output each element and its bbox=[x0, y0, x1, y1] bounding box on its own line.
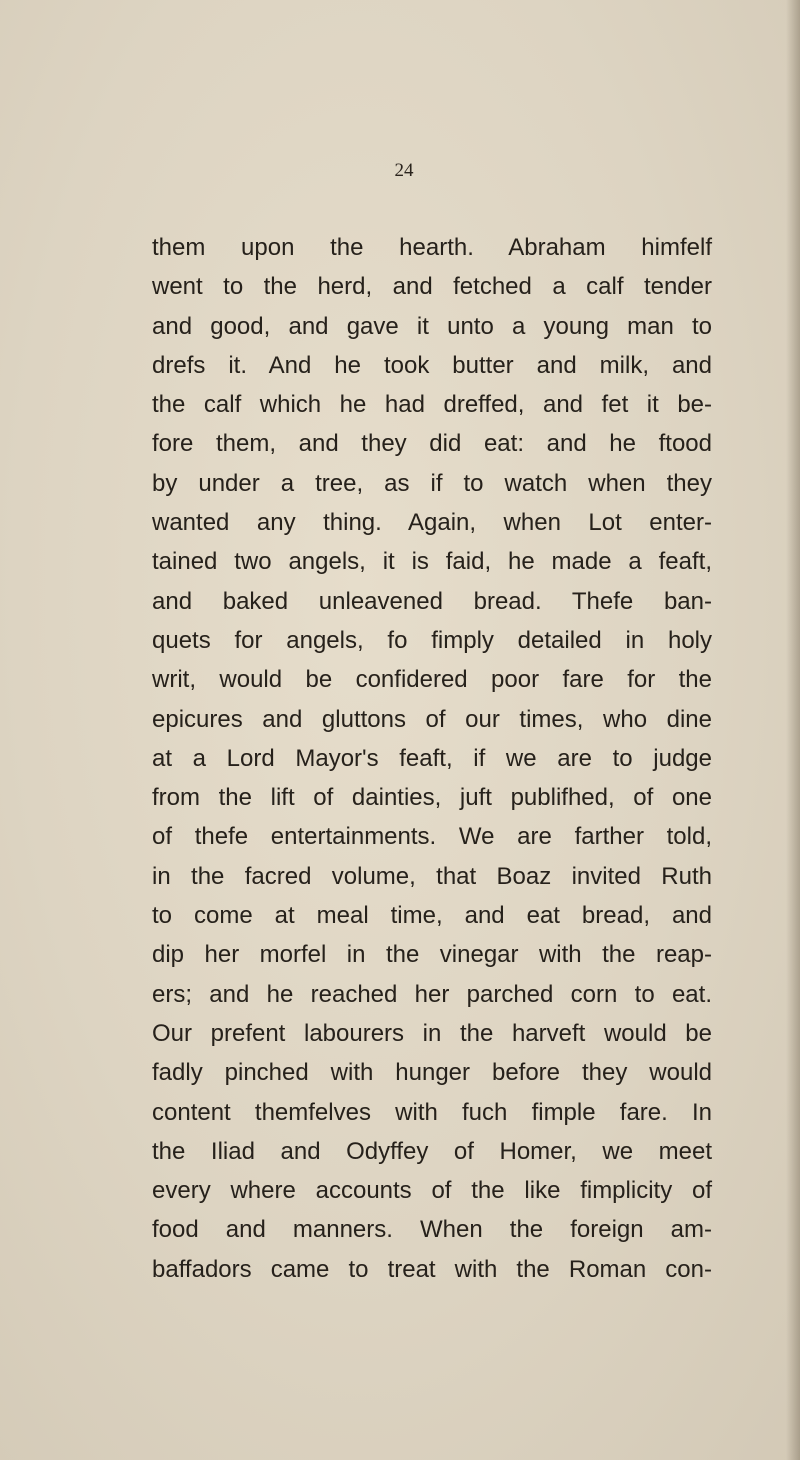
text-line: and baked unleavened bread. Thefe ban- bbox=[152, 587, 712, 615]
text-line: went to the herd, and fetched a calf tender bbox=[152, 273, 712, 301]
text-line: Our prefent labourers in the harveft would be bbox=[152, 1019, 712, 1047]
text-line: fore them, and they did eat: and he ftood bbox=[152, 430, 712, 458]
text-line: fadly pinched with hunger before they would bbox=[152, 1059, 712, 1087]
text-line: them upon the hearth. Abraham himfelf bbox=[152, 234, 712, 261]
text-line: at a Lord Mayor's feaft, if we are to judge bbox=[152, 744, 712, 772]
text-line: to come at meal time, and eat bread, and bbox=[152, 902, 712, 930]
text-line: wanted any thing. Again, when Lot enter- bbox=[152, 509, 712, 537]
text-line: every where accounts of the like fimplicity of bbox=[152, 1177, 712, 1205]
text-line: food and manners. When the foreign am- bbox=[152, 1216, 712, 1244]
page-edge-shadow bbox=[786, 0, 800, 1460]
text-line: the calf which he had dreffed, and fet it be- bbox=[152, 391, 712, 419]
text-line: from the lift of dainties, juft publifhed, of one bbox=[152, 784, 712, 812]
text-line: content themfelves with fuch fimple fare. In bbox=[152, 1098, 712, 1126]
body-text bbox=[152, 228, 712, 1289]
text-line: baffadors came to treat with the Roman con- bbox=[152, 1255, 712, 1283]
text-line: in the facred volume, that Boaz invited Ruth bbox=[152, 862, 712, 890]
text-line: dip her morfel in the vinegar with the reap- bbox=[152, 941, 712, 969]
text-line: of thefe entertainments. We are farther told, bbox=[152, 823, 712, 851]
page-number: 24 bbox=[394, 160, 414, 181]
text-line: and good, and gave it unto a young man to bbox=[152, 312, 712, 340]
text-line: the Iliad and Odyffey of Homer, we meet bbox=[152, 1137, 712, 1165]
text-line: tained two angels, it is faid, he made a feaft, bbox=[152, 548, 712, 576]
text-line: writ, would be confidered poor fare for the bbox=[152, 666, 712, 694]
text-line: quets for angels, fo fimply detailed in holy bbox=[152, 626, 712, 654]
text-line: drefs it. And he took butter and milk, and bbox=[152, 351, 712, 379]
text-line: epicures and gluttons of our times, who dine bbox=[152, 705, 712, 733]
text-line: by under a tree, as if to watch when they bbox=[152, 469, 712, 497]
text-line: ers; and he reached her parched corn to eat. bbox=[152, 980, 712, 1008]
